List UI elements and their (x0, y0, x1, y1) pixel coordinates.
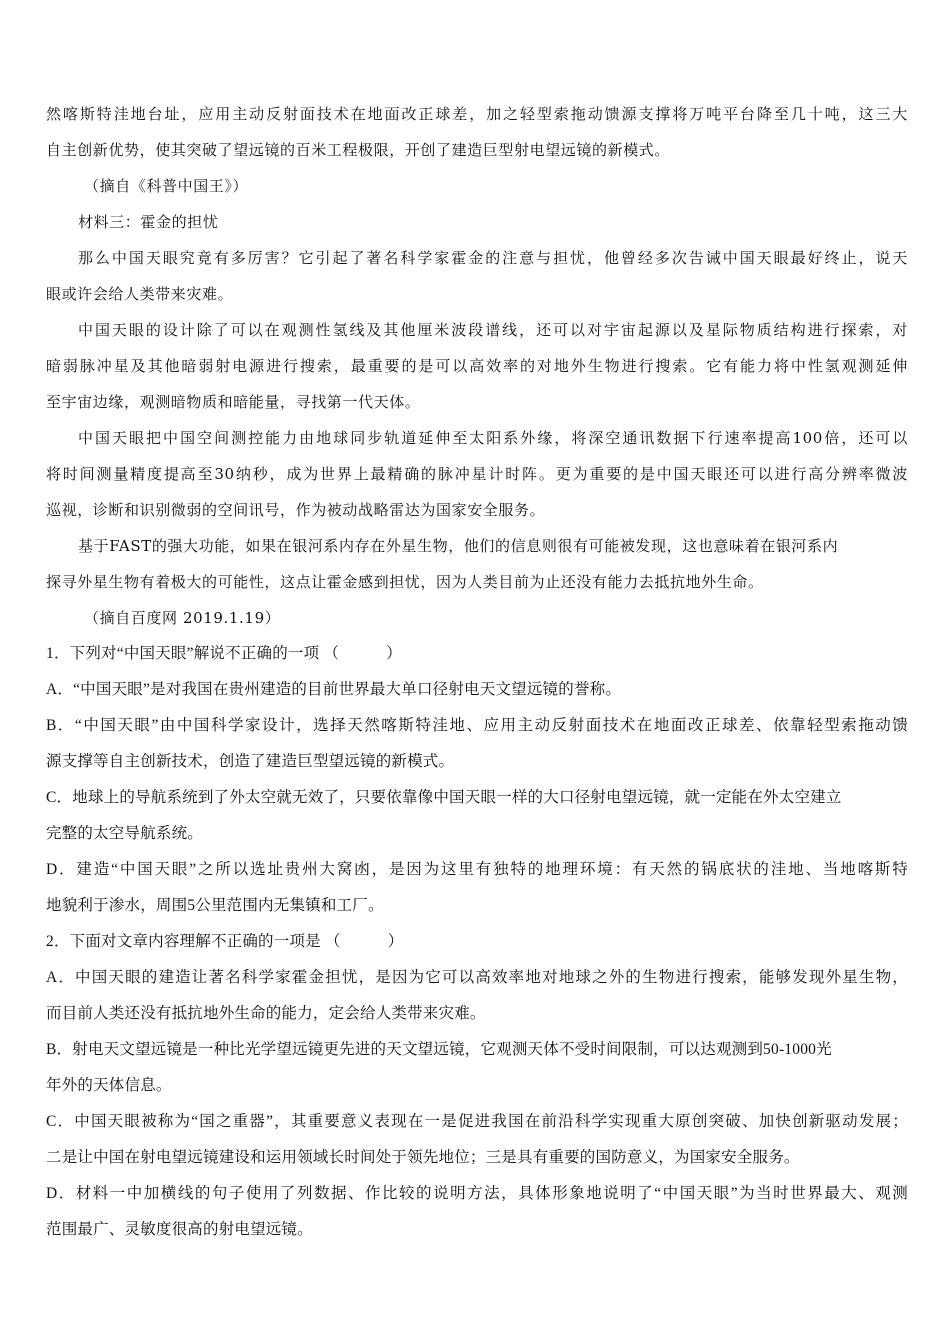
answer-option: B．射电天文望远镜是一种比光学望远镜更先进的天文望远镜，它观测天体不受时间限制，可以达观测到50-1000光 (46, 1041, 832, 1058)
source-citation: （摘自《科普中国王》） (84, 177, 249, 195)
answer-option: D．材料一中加横线的句子使用了列数据、作比较的说明方法，具体形象地说明了“中国天眼”为当时世界最大、观测 (46, 1185, 908, 1202)
answer-option: 地貌利于渗水，周围5公里范围内无集镇和工厂。 (46, 897, 384, 914)
passage-line: 探寻外星生物有着极大的可能性，这点让霍金感到担忧，因为人类目前为止还没有能力去抵抗地外生命。 (46, 573, 764, 591)
document-page (46, 96, 908, 1248)
passage-line: 中国天眼把中国空间测控能力由地球同步轨道延伸至太阳系外缘，将深空通讯数据下行速率提高100倍，还可以 (78, 429, 908, 447)
passage-line: 自主创新优势，使其突破了望远镜的百米工程极限，开创了建造巨型射电望远镜的新模式。 (46, 141, 671, 159)
section-heading: 材料三：霍金的担忧 (78, 213, 219, 231)
answer-option: B．“中国天眼”由中国科学家设计，选择天然喀斯特洼地、应用主动反射面技术在地面改正球差、依靠轻型索拖动馈 (46, 717, 908, 734)
passage-line: 然喀斯特洼地台址，应用主动反射面技术在地面改正球差，加之轻型索拖动馈源支撑将万吨平台降至几十吨，这三大 (46, 105, 908, 123)
passage-line: 暗弱脉冲星及其他暗弱射电源进行搜索，最重要的是可以高效率的对地外生物进行搜索。它有能力将中性氢观测延伸 (46, 357, 908, 375)
answer-option: 范围最广、灵敏度很高的射电望远镜。 (46, 1221, 313, 1238)
answer-option: A．中国天眼的建造让著名科学家霍金担忧，是因为它可以高效率地对地球之外的生物进行搜索，能够发现外星生物， (46, 969, 908, 986)
passage-line: 巡视，诊断和识别微弱的空间讯号，作为被动战略雷达为国家安全服务。 (46, 501, 546, 519)
answer-option: C．中国天眼被称为“国之重器”，其重要意义表现在一是促进我国在前沿科学实现重大原创突破、加快创新驱动发展； (46, 1113, 908, 1130)
answer-option: 而目前人类还没有抵抗地外生命的能力，定会给人类带来灾难。 (46, 1005, 486, 1022)
passage-line: 中国天眼的设计除了可以在观测性氢线及其他厘米波段谱线，还可以对宇宙起源以及星际物质结构进行探索，对 (78, 321, 908, 339)
answer-option: 源支撑等自主创新技术，创造了建造巨型望远镜的新模式。 (46, 753, 455, 770)
question-stem: 1．下列对“中国天眼”解说不正确的一项 （ ） (46, 645, 402, 662)
answer-option: A．“中国天眼”是对我国在贵州建造的目前世界最大单口径射电天文望远镜的誉称。 (46, 681, 622, 698)
passage-line: 至宇宙边缘，观测暗物质和暗能量，寻找第一代天体。 (46, 393, 421, 411)
answer-option: C．地球上的导航系统到了外太空就无效了，只要依靠像中国天眼一样的大口径射电望远镜，就一定能在外太空建立 (46, 789, 842, 806)
question-stem: 2．下面对文章内容理解不正确的一项是 （ ） (46, 933, 404, 950)
answer-option: 年外的天体信息。 (46, 1077, 172, 1094)
answer-option: 完整的太空导航系统。 (46, 825, 204, 842)
source-citation: （摘自百度网 2019.1.19） (84, 609, 281, 627)
answer-option: 二是让中国在射电望远镜建设和运用领域长时间处于领先地位；三是具有重要的国防意义，为国家安全服务。 (46, 1149, 800, 1166)
passage-line: 那么中国天眼究竟有多厉害？它引起了著名科学家霍金的注意与担忧，他曾经多次告诫中国天眼最好终止，说天 (78, 249, 908, 267)
passage-line: 眼或许会给人类带来灾难。 (46, 285, 234, 303)
passage-line: 基于FAST的强大功能，如果在银河系内存在外星生物，他们的信息则很有可能被发现，这也意味着在银河系内 (78, 537, 839, 555)
passage-line: 将时间测量精度提高至30纳秒，成为世界上最精确的脉冲星计时阵。更为重要的是中国天眼还可以进行高分辨率微波 (46, 465, 908, 483)
answer-option: D．建造“中国天眼”之所以选址贵州大窝凼，是因为这里有独特的地理环境：有天然的锅底状的洼地、当地喀斯特 (46, 861, 908, 878)
